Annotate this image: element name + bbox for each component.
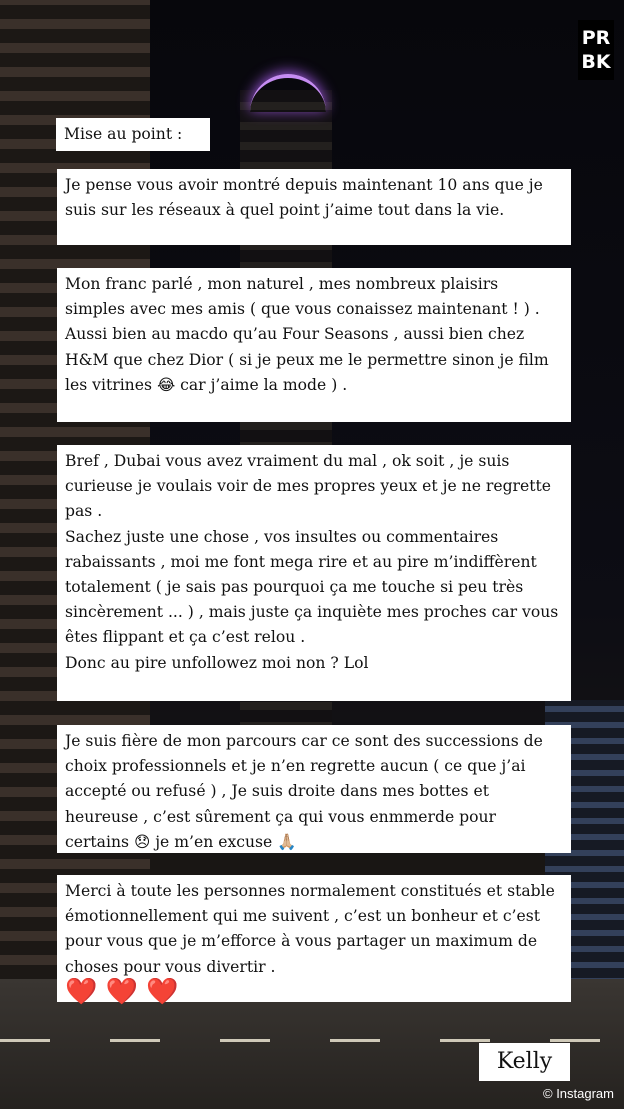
block4-text-a: Je suis fière de mon parcours car ce sont des successions de choix professionnels et je n’en regrette aucun ( ce que j’ai accepté ou refusé ) , Je suis droite dans mes bottes et heureuse , c’est sûrement ça qui vous enmmerde pour certains (65, 732, 543, 851)
block5-text: Merci à toute les personnes normalement constitués et stable émotionnellement qui me suivent , c’est un bonheur et c’est pour vous que je m’efforce à vous partager un maximum de choses pour vous divertir . (65, 882, 555, 976)
logo-line-1: PR (581, 27, 611, 49)
block2-paragraph-1: Mon franc parlé , mon naturel , mes nombreux plaisirs simples avec mes amis ( que vous conaissez maintenant ! ) . (65, 275, 540, 319)
story-heading (56, 118, 210, 151)
photo-credit: © Instagram (543, 1086, 614, 1101)
laughing-emoji-icon: 😂 (156, 375, 176, 394)
disappointed-emoji-icon: 😞 (133, 832, 151, 851)
text-block-2 (57, 268, 571, 422)
text-block-3 (57, 445, 571, 701)
block3-paragraph-3: Donc au pire unfollowez moi non ? Lol (65, 653, 369, 672)
logo-line-2: BK (581, 51, 611, 73)
text-block-4 (57, 725, 571, 853)
block4-text-b: je m’en excuse (155, 832, 273, 851)
building-crown-light (250, 74, 326, 112)
block2-paragraph-2 (65, 322, 563, 398)
signature-text: Kelly (496, 1049, 553, 1074)
block2-text-a: Aussi bien au macdo qu’au Four Seasons , aussi bien chez H&M que chez Dior ( si je peux me le permettre sinon je film les vitrines (65, 325, 549, 394)
hearts-emoji-icon: ❤️ ❤️ ❤️ (65, 976, 179, 1007)
block3-paragraph-1: Bref , Dubai vous avez vraiment du mal , ok soit , je suis curieuse je voulais voir de mes propres yeux et je ne regrette pas . (65, 452, 551, 521)
block1-text: Je pense vous avoir montré depuis maintenant 10 ans que je suis sur les réseaux à quel point j’aime tout dans la vie. (65, 176, 543, 220)
block2-text-b: car j’aime la mode ) . (180, 375, 348, 394)
signature (479, 1043, 570, 1081)
purebreak-logo (578, 20, 614, 80)
text-block-5 (57, 875, 571, 1007)
block4-paragraph (65, 729, 563, 855)
praying-hands-emoji-icon: 🙏🏼 (277, 832, 297, 851)
heading-text: Mise au point : (64, 125, 183, 143)
text-block-1 (57, 169, 571, 245)
block3-paragraph-2: Sachez juste une chose , vos insultes ou commentaires rabaissants , moi me font mega rire et au pire m’indiffèrent totalement ( je sais pas pourquoi ça me touche si peu très sincèrement ... ) , mais juste ça inquiète mes proches car vous êtes flippant et ça c’est relou . (65, 527, 559, 647)
